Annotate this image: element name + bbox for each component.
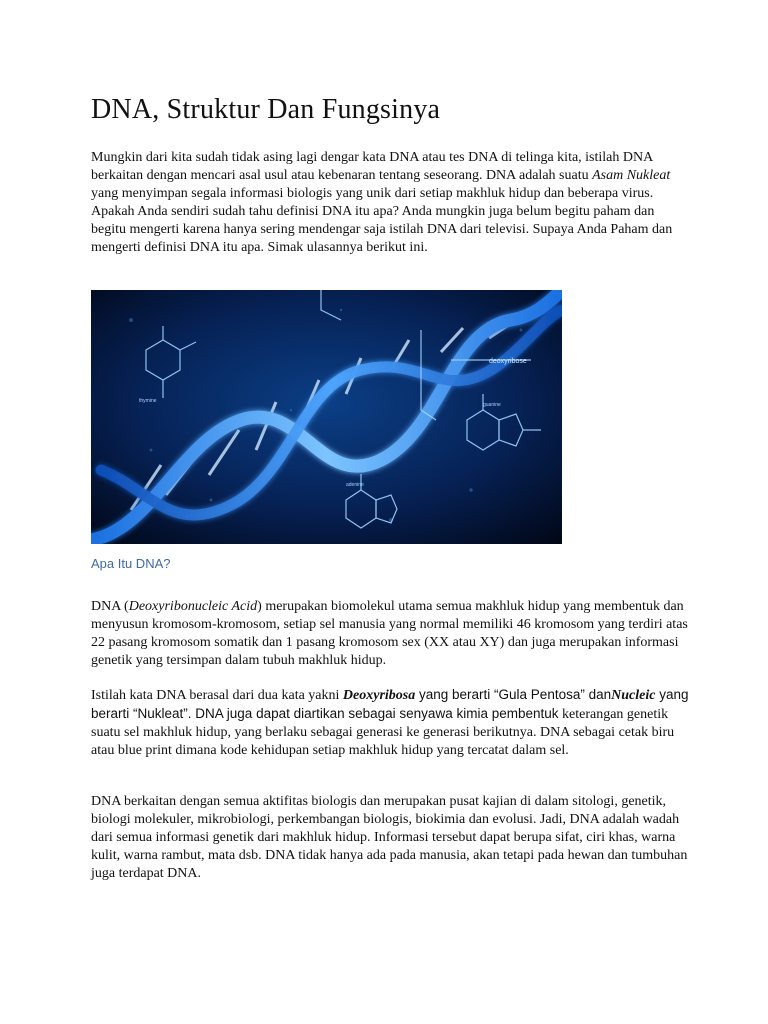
label-deoxyribose: deoxyribose [489, 358, 527, 365]
subheading-apa-itu-dna: Apa Itu DNA? [91, 556, 171, 571]
para3-text-2: yang berarti “Gula Pentosa” dan [415, 687, 612, 702]
intro-text-2: yang menyimpan segala informasi biologis yang unik dari setiap makhluk hidup dan beberapa virus. Apakah Anda sendiri sudah tahu definisi DNA itu apa? Anda mungkin juga belum begitu paham dan begitu mengerti karena hanya sering mendengar saja istilah DNA dari televisi. Supaya Anda Paham dan mengerti definisi DNA itu apa. Simak ulasannya berikut ini. [91, 186, 673, 255]
dna-helix-image [91, 290, 562, 544]
etymology-paragraph [91, 686, 691, 760]
intro-paragraph [91, 149, 691, 257]
para2-text-1: DNA ( [91, 599, 129, 614]
para2-text-2: ) merupakan biomolekul utama semua makhluk hidup yang membentuk dan menyusun kromosom-kromosom, setiap sel manusia yang normal memiliki 46 kromosom yang terdiri atas 22 pasang kromosom somatik dan 1 pasang kromosom sex (XX atau XY) dan juga merupakan informasi genetik yang tersimpan dalam tubuh makhluk hidup. [91, 599, 688, 668]
para3-text-4: keterangan genetik suatu sel makhluk hidup, yang berlaku sebagai generasi ke generasi berikutnya. DNA sebagai cetak biru atau blue print dimana kode kehidupan setiap makhluk hidup yang tercatat dalam sel. [91, 707, 675, 758]
para3-text-3: yang berarti “Nukleat”. DNA juga dapat diartikan sebagai senyawa kimia pembentuk [91, 687, 689, 721]
definition-paragraph [91, 598, 691, 670]
dna-helix-illustration [91, 290, 562, 544]
label-thymine: thymine [139, 398, 157, 404]
para2-emphasis: Deoxyribonucleic Acid [128, 599, 258, 614]
label-guanine: guanine [483, 402, 501, 408]
label-adenine: adenine [346, 482, 364, 488]
page-title: DNA, Struktur Dan Fungsinya [91, 94, 441, 125]
intro-emphasis: Asam Nukleat [592, 168, 671, 183]
function-paragraph: DNA berkaitan dengan semua aktifitas biologis dan merupakan pusat kajian di dalam sitologi, genetik, biologi molekuler, mikrobiologi, perkembangan biologis, biokimia dan evolusi. Jadi, DNA adalah wadah dari semua informasi genetik dari makhluk hidup. Informasi tersebut dapat berupa sifat, ciri khas, warna kulit, warna rambut, mata dsb. DNA tidak hanya ada pada manusia, akan tetapi pada hewan dan tumbuhan juga terdapat DNA. [91, 794, 688, 881]
para3-bold-deoxyribosa: Deoxyribosa [342, 688, 416, 703]
para3-bold-nucleic: Nucleic [611, 688, 656, 703]
para3-text-1: Istilah kata DNA berasal dari dua kata yakni [91, 688, 343, 703]
intro-text-1: Mungkin dari kita sudah tidak asing lagi dengar kata DNA atau tes DNA di telinga kita, istilah DNA berkaitan dengan mencari asal usul atau kebenaran tentang seseorang. DNA adalah suatu [91, 150, 653, 183]
